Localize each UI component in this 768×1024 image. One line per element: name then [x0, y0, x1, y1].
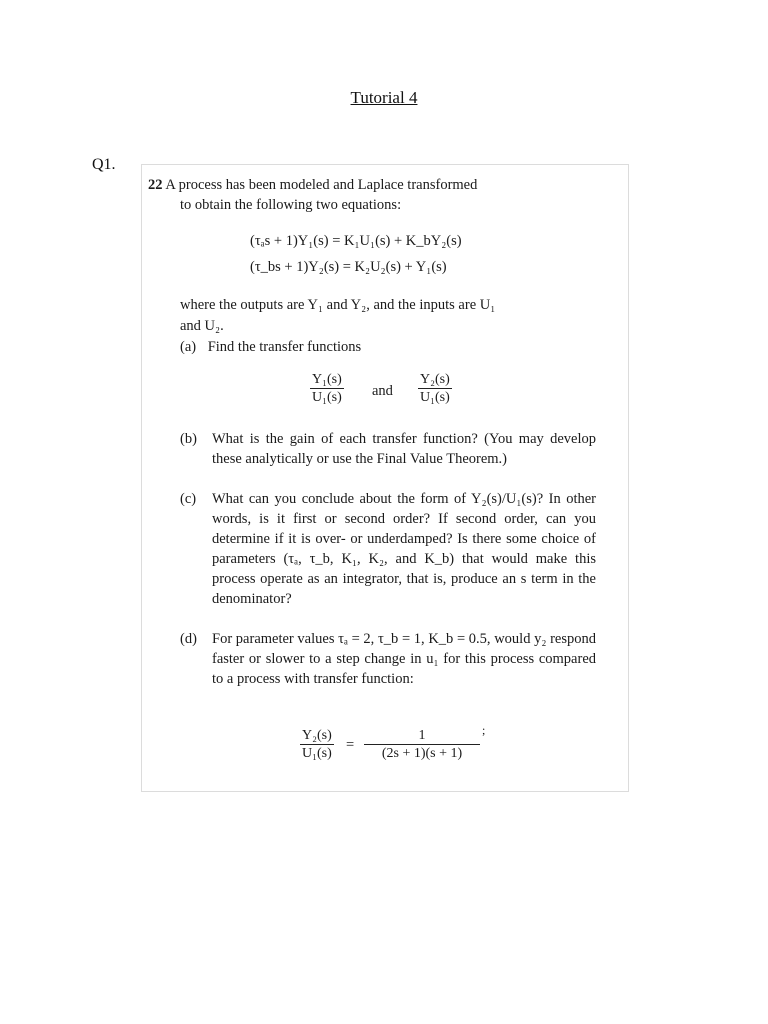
and-word: and — [372, 383, 393, 399]
part-a-label: (a) — [180, 339, 197, 355]
part-c-label: (c) — [180, 491, 197, 507]
part-c-text: What can you conclude about the form of Y₂(s)/U₁(s)? In other words, is it first or second order? If second order, can you determine if it is over- or underdamped? Is there some choice of parameters (τₐ, τ_b, K₁, K₂, and K_b) that would make this process operate as an integrator, that is, produce an s term in the denominator? — [212, 491, 596, 607]
scanned-problem — [141, 164, 629, 792]
problem-intro-line1: 22 A process has been modeled and Laplace transformed — [148, 177, 478, 193]
part-a-line — [180, 337, 361, 357]
part-b-text: What is the gain of each transfer function? (You may develop these analytically or use the Final Value Theorem.) — [212, 431, 596, 467]
page-title: Tutorial 4 — [350, 88, 418, 107]
final-tf-lhs: $\frac{\text{Y₂(s)}}{\text{U₁(s)}}$ — [302, 728, 332, 761]
final-tf-rhs: $\frac{1}{(2s + 1)(s + 1)}$ — [364, 727, 480, 762]
stray-mark: ; — [482, 723, 486, 737]
transfer-function-y1-u1: $\frac{\text{Y₁(s)}}{\text{U₁(s)}}$ — [312, 372, 342, 405]
equation-1: (τₐs + 1)Y₁(s) = K₁U₁(s) + K_bY₂(s) — [250, 233, 462, 249]
final-tf-equals: = — [346, 737, 355, 753]
question-label: Q1. — [92, 156, 116, 173]
part-a-text: Find the transfer functions — [207, 339, 362, 355]
transfer-function-y2-u1: $\frac{\text{Y₂(s)}}{\text{U₁(s)}}$ — [420, 372, 450, 405]
part-b-label: (b) — [180, 431, 197, 447]
equation-2: (τ_bs + 1)Y₂(s) = K₂U₂(s) + Y₁(s) — [250, 259, 447, 275]
part-d-text: For parameter values τₐ = 2, τ_b = 1, K_b = 0.5, would y₂ respond faster or slower to a step change in u₁ for this process compared to a process with transfer function: — [212, 631, 596, 687]
part-d-label: (d) — [180, 631, 197, 647]
where-line1: where the outputs are Y₁ and Y₂, and the inputs are U₁ — [180, 297, 496, 313]
problem-intro-line2: to obtain the following two equations: — [180, 197, 402, 213]
where-line2: and U₂. — [180, 318, 224, 334]
problem-number: 22 — [148, 177, 163, 193]
